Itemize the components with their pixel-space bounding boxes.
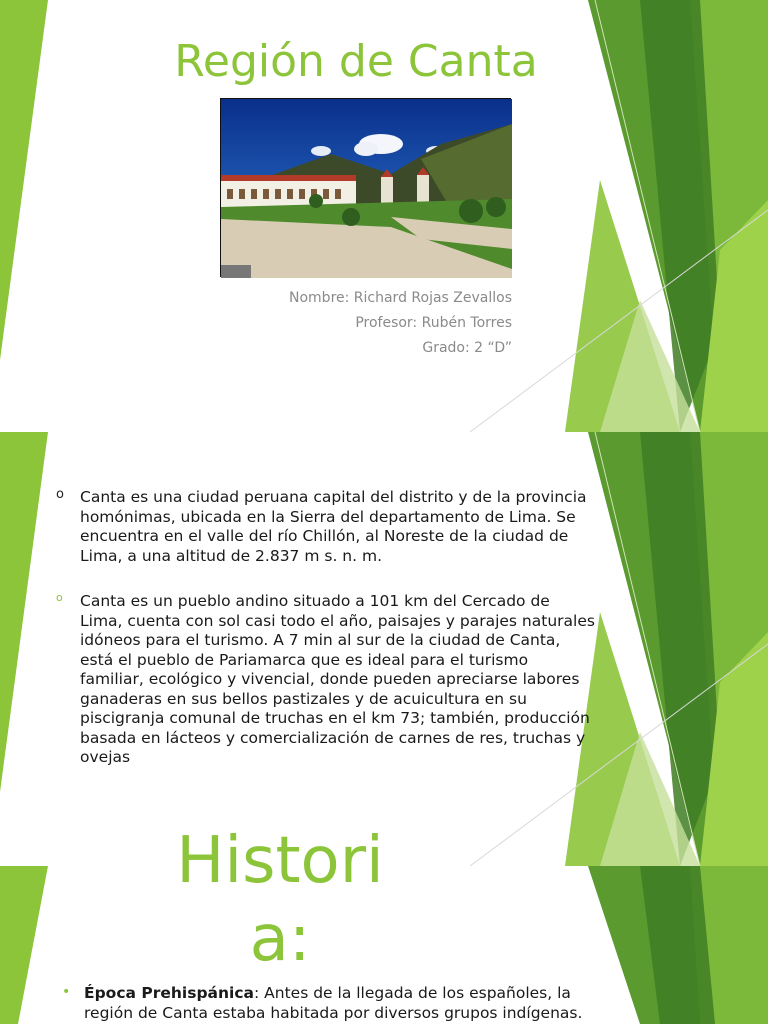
student-name: Nombre: Richard Rojas Zevallos — [289, 290, 512, 306]
history-list — [62, 984, 602, 1023]
list-item — [56, 592, 596, 768]
canta-town-photo — [220, 98, 511, 277]
teacher-name: Profesor: Rubén Torres — [355, 315, 512, 331]
slide-2 — [0, 432, 768, 866]
list-item-text: Canta es una ciudad peruana capital del distrito y de la provincia homónimas, ubicada en la Sierra del departamento de Lima. Se encuentra en el valle del río Chillón, al Noreste de la ciudad de Lima, a una altitud de 2.837 m s. n. m. — [80, 488, 587, 565]
slide-1 — [0, 0, 768, 432]
period-description: : Antes de la llegada de los españoles, la región de Canta estaba habitada por diversos grupos indígenas. — [84, 984, 583, 1022]
grade: Grado: 2 “D” — [422, 340, 512, 356]
section-title-line-2: a: — [249, 902, 311, 976]
circle-bullet-icon: o — [56, 487, 64, 502]
list-item-text: Canta es un pueblo andino situado a 101 km del Cercado de Lima, cuenta con sol casi todo el año, paisajes y parajes naturales idóneos para el turismo. A 7 min al sur de la ciudad de Canta, está el pueblo de Pariamarca que es ideal para el turismo familiar, ecológico y vivencial, donde pueden apreciarse labores ganaderas en sus bellos pastizales y de acuicultura en su piscigranja comunal de truchas en el km 73; también, producción basada en lácteos y comercialización de carnes de res, truchas y ovejas — [80, 592, 595, 766]
slide-3 — [0, 824, 768, 1024]
list-item — [56, 488, 596, 566]
section-title-line-1: Histori — [176, 824, 384, 898]
list-item — [62, 984, 602, 1023]
period-label: Época Prehispánica — [84, 984, 255, 1002]
circle-bullet-icon: o — [56, 591, 63, 604]
page-title: Región de Canta — [174, 36, 538, 87]
bullet-icon: • — [62, 984, 71, 1000]
canta-description-list — [56, 488, 596, 768]
